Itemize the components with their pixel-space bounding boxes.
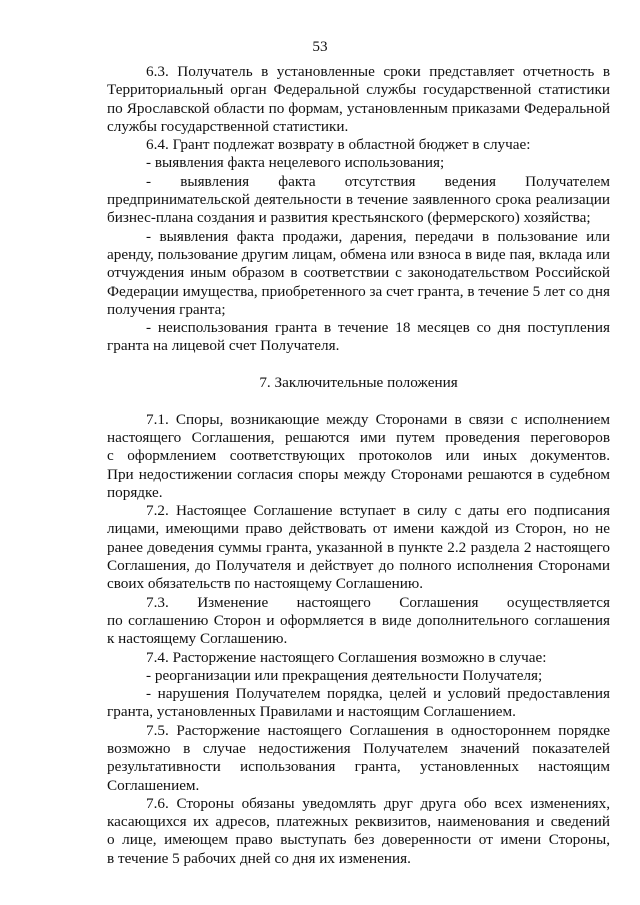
document-body	[107, 63, 610, 868]
text-line: ранее доведения суммы гранта, указанной в пункте 2.2 раздела 2 настоящего	[107, 538, 610, 556]
text-line: 7.2. Настоящее Соглашение вступает в силу с даты его подписания	[146, 502, 610, 520]
text-line: 6.3. Получатель в установленные сроки представляет отчетность в	[146, 63, 610, 80]
text-line: лицами, имеющими право действовать от имени каждой из Сторон, но не	[107, 520, 610, 538]
text-line: настоящего Соглашения, решаются ими путем проведения переговоров	[107, 428, 610, 446]
text-line: - реорганизации или прекращения деятельности Получателя;	[146, 666, 543, 684]
text-line: Территориальный орган Федеральной службы государственной статистики	[107, 81, 610, 99]
text-line: Соглашения, до Получателя и действует до полного исполнения Сторонами	[107, 557, 610, 575]
text-line: предпринимательской деятельности в течение заявленного срока реализации	[107, 191, 610, 209]
section-heading: 7. Заключительные положения	[259, 374, 458, 392]
text-line: 7.1. Споры, возникающие между Сторонами в связи с исполнением	[146, 410, 610, 428]
text-line: о лице, имеющем право выступать без доверенности от имени Стороны,	[107, 831, 610, 849]
text-line: 7.5. Расторжение настоящего Соглашения в одностороннем порядке	[146, 721, 610, 739]
text-line: порядке.	[107, 483, 163, 501]
text-line: 6.4. Грант подлежат возврату в областной бюджет в случае:	[146, 136, 531, 154]
text-line: - неиспользования гранта в течение 18 месяцев со дня поступления	[146, 319, 610, 337]
text-line: бизнес-плана создания и развития крестьянского (фермерского) хозяйства;	[107, 209, 591, 227]
text-line: - выявления факта продажи, дарения, передачи в пользование или	[146, 227, 610, 245]
text-line: по Ярославской области по формам, установленным приказами Федеральной	[107, 99, 610, 117]
text-line: службы государственной статистики.	[107, 117, 349, 135]
text-line: получения гранта;	[107, 300, 226, 318]
text-line: результативности использования гранта, установленных настоящим	[107, 758, 610, 776]
text-line: возможно в случае недостижения Получателем значений показателей	[107, 739, 610, 757]
text-line: своих обязательств по настоящему Соглашению.	[107, 575, 424, 593]
text-line: гранта на лицевой счет Получателя.	[107, 337, 340, 355]
text-line: Федерации имущества, приобретенного за счет гранта, в течение 5 лет со дня	[107, 282, 610, 300]
page-number: 53	[312, 38, 328, 55]
text-line: к настоящему Соглашению.	[107, 630, 288, 648]
text-line: отчуждения иным образом в соответствии с законодательством Российской	[107, 264, 610, 282]
text-line: - нарушения Получателем порядка, целей и условий предоставления	[146, 685, 610, 703]
text-line: Соглашением.	[107, 776, 200, 794]
text-line: в течение 5 рабочих дней со дня их изменения.	[107, 849, 411, 867]
blank-line	[107, 356, 610, 374]
text-line: 7.3. Изменение настоящего Соглашения осуществляется	[146, 593, 610, 611]
blank-line	[107, 392, 610, 410]
text-line: касающихся их адресов, платежных реквизитов, наименования и сведений	[107, 813, 610, 831]
text-line: по соглашению Сторон и оформляется в виде дополнительного соглашения	[107, 611, 610, 629]
text-line: аренду, пользование другим лицам, обмена или взноса в виде пая, вклада или	[107, 245, 610, 263]
text-line: с оформлением соответствующих протоколов или иных документов.	[107, 447, 610, 465]
text-line: - выявления факта отсутствия ведения Получателем	[146, 172, 610, 190]
text-line: гранта, установленных Правилами и настоящим Соглашением.	[107, 703, 516, 721]
text-line: 7.4. Расторжение настоящего Соглашения возможно в случае:	[146, 648, 547, 666]
text-line: - выявления факта нецелевого использования;	[146, 154, 445, 172]
text-line: 7.6. Стороны обязаны уведомлять друг друга обо всех изменениях,	[146, 794, 610, 812]
text-line: При недостижении согласия споры между Сторонами решаются в судебном	[107, 465, 610, 483]
